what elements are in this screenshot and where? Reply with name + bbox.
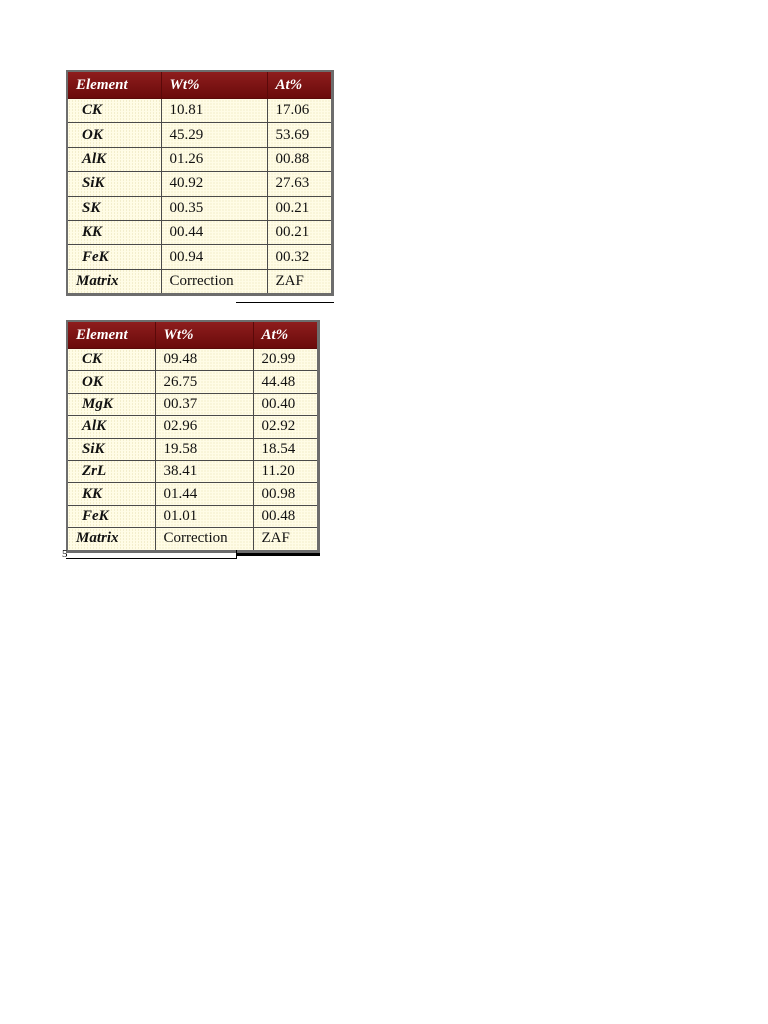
wt-percent-cell: 00.35 (161, 196, 267, 220)
at-percent-cell: 00.88 (267, 147, 333, 171)
element-cell: KK (67, 483, 155, 505)
element-cell: KK (67, 220, 161, 244)
wt-percent-cell: 45.29 (161, 123, 267, 147)
at-percent-cell: 11.20 (253, 460, 319, 482)
edx-composition-table-2 (66, 320, 320, 553)
wt-percent-cell: 09.48 (155, 349, 253, 371)
table-row (67, 483, 319, 505)
table-row (67, 220, 333, 244)
at-percent-cell: 00.98 (253, 483, 319, 505)
element-cell: ZrL (67, 460, 155, 482)
header-element: Element (67, 71, 161, 99)
divider-line (236, 302, 334, 303)
table-row (67, 349, 319, 371)
at-percent-cell: 20.99 (253, 349, 319, 371)
wt-percent-cell: 10.81 (161, 99, 267, 123)
edx-table-1-container (66, 70, 334, 296)
element-cell: CK (67, 99, 161, 123)
wt-percent-cell: 00.94 (161, 245, 267, 269)
wt-percent-cell: 01.26 (161, 147, 267, 171)
at-percent-cell: 00.21 (267, 196, 333, 220)
divider-line (236, 553, 320, 556)
divider-tick (236, 550, 237, 559)
matrix-label-cell: Matrix (67, 269, 161, 294)
wt-percent-cell: 01.01 (155, 505, 253, 527)
wt-percent-cell: 00.44 (161, 220, 267, 244)
table-row (67, 371, 319, 393)
header-wt-percent: Wt% (161, 71, 267, 99)
header-element: Element (67, 321, 155, 349)
matrix-row (67, 528, 319, 551)
wt-percent-cell: 01.44 (155, 483, 253, 505)
element-cell: OK (67, 123, 161, 147)
table-row (67, 438, 319, 460)
header-at-percent: At% (253, 321, 319, 349)
at-percent-cell: 53.69 (267, 123, 333, 147)
wt-percent-cell: 02.96 (155, 416, 253, 438)
edx-table-2-container (66, 320, 320, 553)
wt-percent-cell: 19.58 (155, 438, 253, 460)
correction-cell: Correction (155, 528, 253, 551)
zaf-cell: ZAF (267, 269, 333, 294)
table-row (67, 393, 319, 415)
element-cell: OK (67, 371, 155, 393)
edx-composition-table-1 (66, 70, 334, 296)
at-percent-cell: 00.21 (267, 220, 333, 244)
wt-percent-cell: 00.37 (155, 393, 253, 415)
header-at-percent: At% (267, 71, 333, 99)
correction-cell: Correction (161, 269, 267, 294)
table-row (67, 245, 333, 269)
zaf-cell: ZAF (253, 528, 319, 551)
element-cell: CK (67, 349, 155, 371)
at-percent-cell: 02.92 (253, 416, 319, 438)
table-row (67, 505, 319, 527)
divider-line (66, 558, 236, 559)
wt-percent-cell: 26.75 (155, 371, 253, 393)
table-header-row (67, 321, 319, 349)
at-percent-cell: 27.63 (267, 172, 333, 196)
element-cell: AlK (67, 416, 155, 438)
table-row (67, 196, 333, 220)
wt-percent-cell: 38.41 (155, 460, 253, 482)
element-cell: MgK (67, 393, 155, 415)
header-wt-percent: Wt% (155, 321, 253, 349)
table-row (67, 460, 319, 482)
at-percent-cell: 17.06 (267, 99, 333, 123)
at-percent-cell: 44.48 (253, 371, 319, 393)
element-cell: FeK (67, 505, 155, 527)
element-cell: FeK (67, 245, 161, 269)
at-percent-cell: 00.40 (253, 393, 319, 415)
element-cell: SK (67, 196, 161, 220)
table-row (67, 147, 333, 171)
stray-mark: 5 (62, 548, 68, 560)
at-percent-cell: 00.48 (253, 505, 319, 527)
matrix-row (67, 269, 333, 294)
element-cell: AlK (67, 147, 161, 171)
element-cell: SiK (67, 438, 155, 460)
table-row (67, 172, 333, 196)
at-percent-cell: 00.32 (267, 245, 333, 269)
table-row (67, 416, 319, 438)
table-row (67, 123, 333, 147)
wt-percent-cell: 40.92 (161, 172, 267, 196)
element-cell: SiK (67, 172, 161, 196)
at-percent-cell: 18.54 (253, 438, 319, 460)
matrix-label-cell: Matrix (67, 528, 155, 551)
table-row (67, 99, 333, 123)
table-header-row (67, 71, 333, 99)
